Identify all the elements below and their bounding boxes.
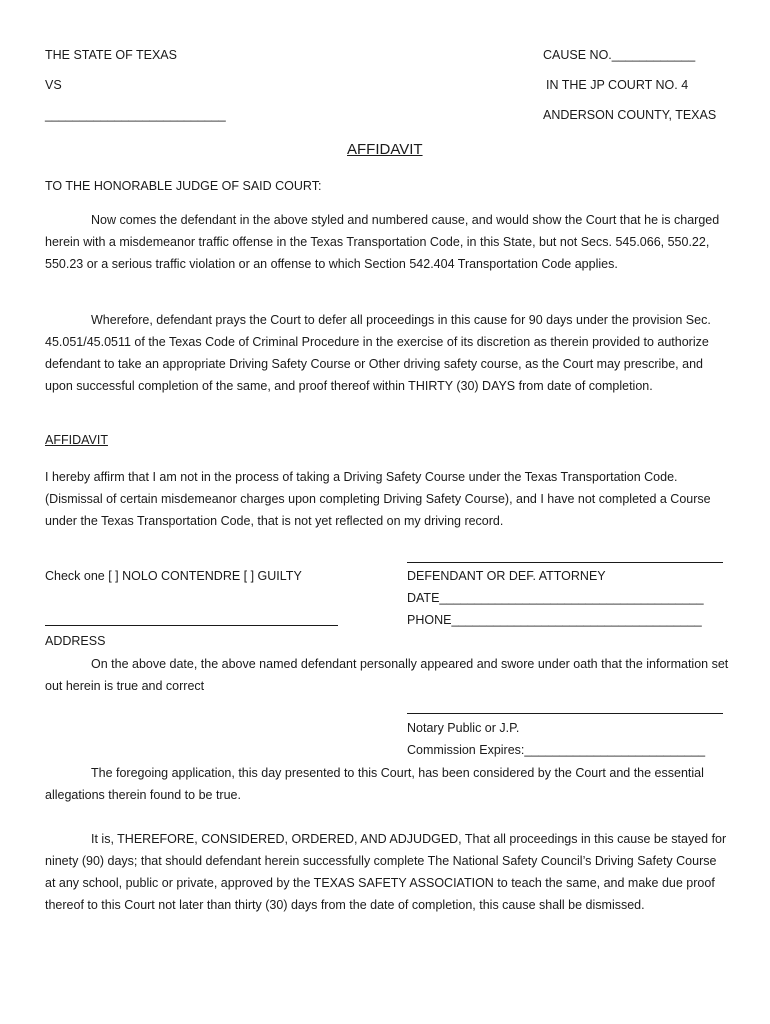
paragraph-order xyxy=(45,828,729,916)
paragraph-charge xyxy=(45,209,729,275)
state-caption: THE STATE OF TEXAS xyxy=(45,48,177,62)
commission-expires-field[interactable]: Commission Expires:__________________________ xyxy=(407,743,706,757)
address-line[interactable] xyxy=(45,625,338,626)
affidavit-heading: AFFIDAVIT xyxy=(45,433,108,447)
document-title: AFFIDAVIT xyxy=(347,141,423,158)
paragraph-prayer-text: Wherefore, defendant prays the Court to defer all proceedings in this cause for 90 days under the provision Sec. 45.051/45.0511 of the Texas Code of Criminal Procedure in the exercise of its discretion as therein provided to authorize defendant to take an appropriate Driving Safety Course or Other driving safety course, as the Court may prescribe, and upon successful completion of the same, and proof thereof within THIRTY (30) DAYS from date of completion. xyxy=(45,313,711,393)
plea-check-one[interactable]: Check one [ ] NOLO CONTENDRE [ ] GUILTY xyxy=(45,569,302,583)
paragraph-consideration-text: The foregoing application, this day presented to this Court, has been considered by the Court and the essential allegations therein found to be true. xyxy=(45,766,704,802)
address-label: ADDRESS xyxy=(45,634,106,648)
notary-label: Notary Public or J.P. xyxy=(407,721,520,735)
vs-caption: VS xyxy=(45,78,62,92)
court-name: IN THE JP COURT NO. 4 xyxy=(546,78,689,92)
county-name: ANDERSON COUNTY, TEXAS xyxy=(543,108,717,122)
defendant-name-blank: __________________________ xyxy=(45,108,226,122)
paragraph-oath xyxy=(45,653,729,697)
paragraph-consideration xyxy=(45,762,729,806)
paragraph-oath-text: On the above date, the above named defendant personally appeared and swore under oath that the information set out herein is true and correct xyxy=(45,657,729,693)
date-field[interactable]: DATE______________________________________ xyxy=(407,591,704,605)
phone-field[interactable]: PHONE____________________________________ xyxy=(407,613,702,627)
salutation: TO THE HONORABLE JUDGE OF SAID COURT: xyxy=(45,179,322,193)
notary-signature-line[interactable] xyxy=(407,713,723,714)
paragraph-prayer xyxy=(45,309,729,397)
defendant-label: DEFENDANT OR DEF. ATTORNEY xyxy=(407,569,606,583)
paragraph-charge-text: Now comes the defendant in the above styled and numbered cause, and would show the Court that he is charged herein with a misdemeanor traffic offense in the Texas Transportation Code, in this State, but not Secs. 545.066, 550.22, 550.23 or a serious traffic violation or an offense to which Section 542.404 Transportation Code applies. xyxy=(45,213,720,271)
cause-number: CAUSE NO.____________ xyxy=(543,48,696,62)
paragraph-affirmation: I hereby affirm that I am not in the process of taking a Driving Safety Course under the Texas Transportation Code. (Dismissal of certain misdemeanor charges upon completing Driving Safety Course), and I have not completed a Course under the Texas Transportation Code, that is not yet reflected on my driving record. xyxy=(45,470,711,528)
defendant-signature-line[interactable] xyxy=(407,562,723,563)
paragraph-order-text: It is, THEREFORE, CONSIDERED, ORDERED, AND ADJUDGED, That all proceedings in this cause be stayed for ninety (90) days; that should defendant herein successfully complete The National Safety Council’s Driving Safety Course at any school, public or private, approved by the TEXAS SAFETY ASSOCIATION to teach the same, and make due proof thereof to this Court not later than thirty (30) days from the date of completion, this cause shall be dismissed. xyxy=(45,832,727,912)
